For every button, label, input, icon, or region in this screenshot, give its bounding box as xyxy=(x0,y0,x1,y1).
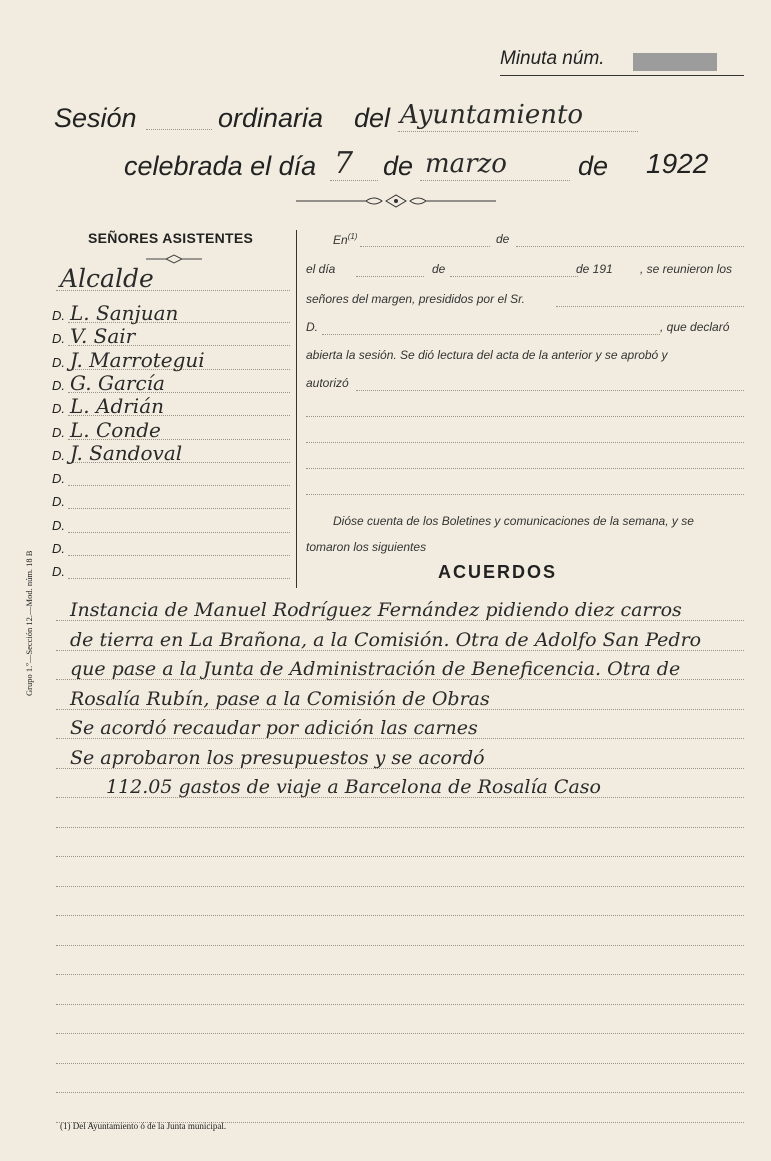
minute-line xyxy=(56,684,744,713)
minute-line xyxy=(56,743,744,772)
minute-line xyxy=(56,772,744,801)
sesion-label: Sesión xyxy=(54,103,137,133)
minute-line xyxy=(56,654,744,683)
minute-line xyxy=(56,831,744,860)
heading-ornament xyxy=(146,254,202,264)
minute-dots xyxy=(56,1033,744,1034)
form-autorizo: autorizó xyxy=(306,376,349,390)
member-dots xyxy=(68,485,290,486)
minute-dots xyxy=(56,1092,744,1093)
minute-dots xyxy=(56,915,744,916)
member-name-handwritten: G. García xyxy=(70,370,165,395)
member-name-handwritten: V. Sair xyxy=(70,324,136,349)
acuerdo-text-handwritten: Se acordó recaudar por adición las carnes xyxy=(70,717,478,739)
member-prefix: D. xyxy=(52,308,65,323)
minute-dots xyxy=(56,886,744,887)
sesion-del: del xyxy=(354,103,391,133)
sesion-type: ordinaria xyxy=(218,103,324,133)
member-row xyxy=(52,372,290,395)
minute-dots xyxy=(56,1063,744,1064)
minuta-number-redacted xyxy=(633,53,717,71)
side-vertical-label: Grupo 1.º—Sección 12.—Mod. núm. 18 B xyxy=(24,550,34,696)
ornament-divider xyxy=(296,193,496,209)
alcalde-handwritten: Alcalde xyxy=(60,264,154,293)
form-dots-month xyxy=(450,276,578,277)
member-row xyxy=(52,535,290,558)
member-prefix: D. xyxy=(52,377,65,393)
form-dots-senores xyxy=(556,306,744,307)
minute-line xyxy=(56,713,744,742)
member-prefix: D. xyxy=(52,564,65,580)
member-row xyxy=(52,442,290,465)
member-row xyxy=(52,302,290,325)
minute-line xyxy=(56,920,744,949)
form-dots-dia xyxy=(356,276,424,277)
member-dots xyxy=(68,532,290,533)
acuerdo-text-handwritten: 112.05 gastos de viaje a Barcelona de Rosalía Caso xyxy=(106,776,601,798)
celebrada-de-2: de xyxy=(578,151,609,181)
column-divider xyxy=(296,230,297,588)
minute-line xyxy=(56,949,744,978)
member-name-handwritten: J. Marrotegui xyxy=(70,347,205,372)
member-prefix: D. xyxy=(52,471,65,487)
form-senores: señores del margen, presididos por el Sr. xyxy=(306,292,525,306)
form-dots-d xyxy=(322,334,660,335)
member-name-handwritten: L. Adrián xyxy=(70,394,165,419)
form-que-declaro: , que declaró xyxy=(660,320,730,334)
member-dots xyxy=(68,578,290,579)
celebrada-year: 1922 xyxy=(646,148,709,179)
member-prefix: D. xyxy=(52,494,65,510)
minute-line xyxy=(56,861,744,890)
sesion-dots-1 xyxy=(146,129,212,130)
minute-dots xyxy=(56,1004,744,1005)
form-dots-blank-3 xyxy=(306,468,744,469)
member-dots xyxy=(68,508,290,509)
asistentes-heading: SEÑORES ASISTENTES xyxy=(88,230,254,246)
form-dots-blank-1 xyxy=(306,416,744,417)
acuerdo-text-handwritten: Instancia de Manuel Rodríguez Fernández pidiendo diez carros xyxy=(70,599,682,621)
sesion-dots-2 xyxy=(398,131,638,132)
member-row xyxy=(52,349,290,372)
acuerdo-text-handwritten: de tierra en La Brañona, a la Comisión. Otra de Adolfo San Pedro xyxy=(70,628,702,651)
celebrada-de-1: de xyxy=(383,151,414,181)
member-name-handwritten: J. Sandoval xyxy=(70,440,183,465)
form-en: En$^{(1)}$ xyxy=(333,232,358,247)
form-dots-autorizo xyxy=(356,390,744,391)
member-prefix: D. xyxy=(52,541,65,556)
member-prefix: D. xyxy=(52,354,65,370)
acuerdos-title: ACUERDOS xyxy=(438,562,558,582)
minute-line xyxy=(56,1008,744,1037)
form-year-prefix: de 191 xyxy=(576,262,613,276)
form-tomaron: tomaron los siguientes xyxy=(306,540,427,554)
member-row xyxy=(52,558,290,581)
member-row xyxy=(52,465,290,488)
minute-dots xyxy=(56,827,744,828)
sesion-body-handwritten: Ayuntamiento xyxy=(400,100,584,130)
member-prefix: D. xyxy=(52,424,65,440)
minute-line xyxy=(56,979,744,1008)
form-dots-de xyxy=(516,246,744,247)
minute-line xyxy=(56,1067,744,1096)
minute-line xyxy=(56,1038,744,1067)
minute-dots xyxy=(56,945,744,946)
minute-line xyxy=(56,890,744,919)
form-dots-blank-4 xyxy=(306,494,744,495)
minuta-label: Minuta núm. xyxy=(500,48,605,69)
minute-dots xyxy=(56,974,744,975)
member-name-handwritten: L. Conde xyxy=(70,417,161,442)
form-d: D. xyxy=(306,320,318,334)
member-prefix: D. xyxy=(52,331,65,347)
acuerdo-text-handwritten: que pase a la Junta de Administración de Beneficencia. Otra de xyxy=(70,658,681,680)
form-de2: de xyxy=(432,262,446,276)
form-abierta: abierta la sesión. Se dió lectura del acta de la anterior y se aprobó y xyxy=(306,348,668,362)
minute-line xyxy=(56,595,744,624)
member-prefix: D. xyxy=(52,401,65,417)
form-diose: Dióse cuenta de los Boletines y comunicaciones de la semana, y se xyxy=(333,514,694,528)
acuerdo-text-handwritten: Rosalía Rubín, pase a la Comisión de Obras xyxy=(70,687,490,710)
celebrada-day-handwritten: 7 xyxy=(334,146,354,181)
form-de: de xyxy=(496,232,510,246)
minuta-rule xyxy=(500,75,744,76)
form-dots-en xyxy=(360,246,490,247)
form-el-dia: el día xyxy=(306,262,336,276)
minute-line xyxy=(56,625,744,654)
minute-line xyxy=(56,802,744,831)
month-dots xyxy=(420,180,570,181)
form-se-reunieron: , se reunieron los xyxy=(640,262,733,276)
member-row xyxy=(52,395,290,418)
member-prefix: D. xyxy=(52,447,65,463)
member-prefix: D. xyxy=(52,517,65,533)
footnote: (1) Del Ayuntamiento ó de la Junta municipal. xyxy=(60,1121,227,1131)
member-name-handwritten: L. Sanjuan xyxy=(70,301,179,325)
member-row xyxy=(52,488,290,511)
member-row xyxy=(52,419,290,442)
minute-dots xyxy=(56,856,744,857)
member-row xyxy=(52,512,290,535)
member-row xyxy=(52,325,290,348)
celebrada-month-handwritten: marzo xyxy=(425,149,507,179)
member-dots xyxy=(68,555,290,556)
celebrada-label: celebrada el día xyxy=(124,151,317,181)
form-dots-blank-2 xyxy=(306,442,744,443)
acuerdo-text-handwritten: Se aprobaron los presupuestos y se acordó xyxy=(70,746,485,769)
